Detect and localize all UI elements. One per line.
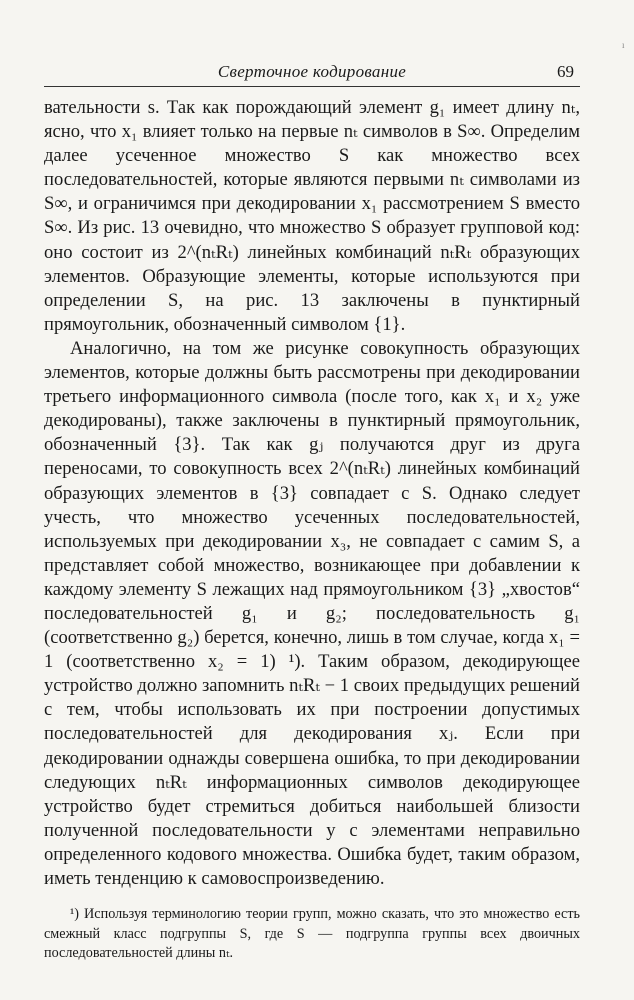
book-page	[44, 58, 580, 964]
footnotes	[44, 905, 580, 964]
scan-edge-mark: ı	[622, 40, 625, 50]
body-text	[44, 96, 580, 891]
footnote: ¹) Используя терминологию теории групп, можно сказать, что это множество есть смежный класс подгруппы S, где S — подгруппа группы всех двоичных последовательностей длины nₜ.	[44, 906, 580, 962]
page-number: 69	[557, 62, 574, 81]
paragraph-continued: вательности s. Так как порождающий элемент g₁ имеет длину nₜ, ясно, что x₁ влияет только на первые nₜ символов в S∞. Определим далее усеченное множество S как множество всех последовательностей, которые являются первыми nₜ символами из S∞, и ограничимся при декодировании x₁ рассмотрением S вместо S∞. Из рис. 13 очевидно, что множество S образует групповой код: оно состоит из 2^(nₜRₜ) линейных комбинаций nₜRₜ образующих элементов. Образующие элементы, которые используются при определении S, на рис. 13 заключены в пунктирный прямоугольник, обозначенный символом {1}.	[44, 97, 580, 335]
paragraph: Аналогично, на том же рисунке совокупность образующих элементов, которые должны быть рассмотрены при декодировании третьего информационного символа (после того, как x₁ и x₂ уже декодированы), также заключены в пунктирный прямоугольник, обозначенный {3}. Так как gⱼ получаются друг из друга переносами, то совокупность всех 2^(nₜRₜ) линейных комбинаций образующих элементов в {3} совпадает с S. Однако следует учесть, что множество усеченных последовательностей, используемых при декодировании x₃, не совпадает с самим S, а представляет собой множество, возникающее при добавлении к каждому элементу S лежащих над прямоугольником {3} „хвостов“ последовательностей g₁ и g₂; последовательность g₁ (соответственно g₂) берется, конечно, лишь в том случае, когда x₁ = 1 (соответственно x₂ = 1) ¹). Таким образом, декодирующее устройство должно запомнить nₜRₜ − 1 своих предыдущих решений с тем, чтобы использовать их при построении допустимых последовательностей для декодирования xⱼ. Если при декодировании однажды совершена ошибка, то при декодировании следующих nₜRₜ информационных символов декодирующее устройство будет стремиться добиться наибольшей близости полученной последовательности y с элементами неправильно определенного кодового множества. Ошибка будет, таким образом, иметь тенденцию к самовоспроизведению.	[44, 337, 580, 889]
page-header	[44, 58, 580, 87]
running-title: Сверточное кодирование	[217, 62, 407, 81]
